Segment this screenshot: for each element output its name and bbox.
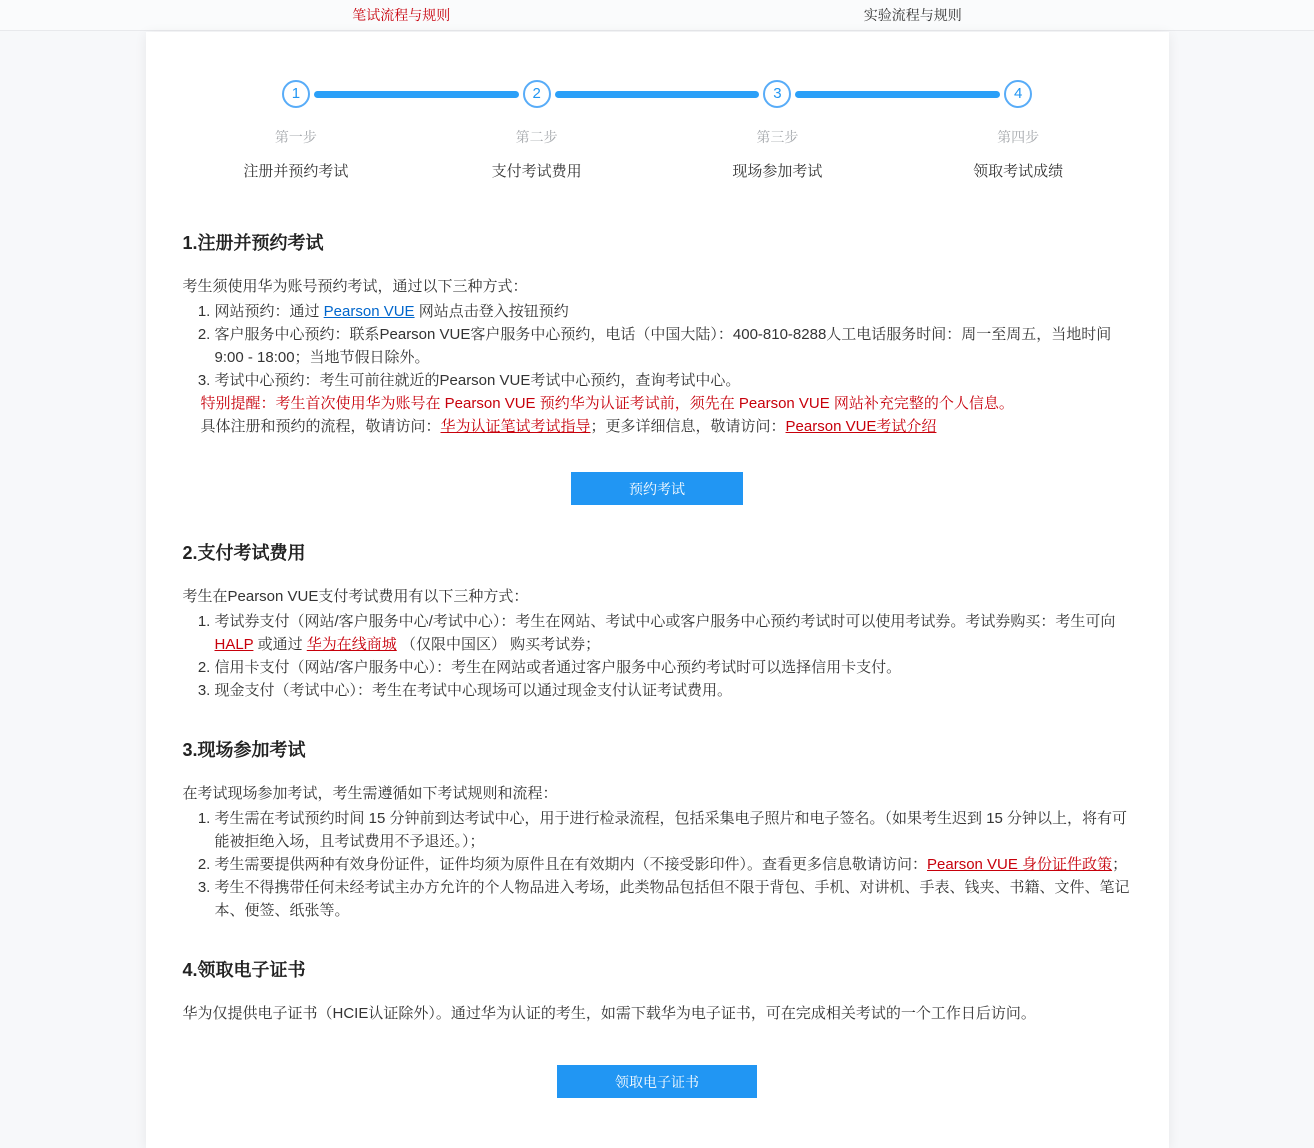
list-item: 3. 考试中心预约：考生可前往就近的Pearson VUE考试中心预约，查询考试中心。 <box>215 369 1132 392</box>
section-4-body: 华为仅提供电子证书（HCIE认证除外）。通过华为认证的考生，如需下载华为电子证书，可在完成相关考试的一个工作日后访问。 <box>182 1005 1036 1022</box>
section-3-list <box>183 807 1132 922</box>
guide-text: 具体注册和预约的流程，敬请访问： <box>200 418 441 435</box>
halp-link[interactable]: HALP <box>214 636 254 653</box>
list-item <box>215 300 1132 323</box>
step-1-circle: 1 <box>282 80 310 108</box>
step-4-circle: 4 <box>1004 80 1032 108</box>
huawei-online-store-link[interactable]: 华为在线商城 <box>306 636 397 653</box>
step-2-label: 第二步 <box>515 129 558 145</box>
stepper-connector <box>555 91 760 98</box>
section-pay-exam-fee <box>183 539 1132 702</box>
section-register-and-book <box>183 229 1132 505</box>
list-item: 3. 考生不得携带任何未经考试主办方允许的个人物品进入考场，此类物品包括但不限于背包、手机、对讲机、手表、钱夹、书籍、文件、笔记本、便签、纸张等。 <box>215 876 1132 922</box>
list-item <box>215 853 1132 876</box>
exam-process-stepper <box>146 80 1169 181</box>
stepper-step-4 <box>898 80 1139 181</box>
step-4-label: 第四步 <box>997 129 1040 145</box>
section-3-intro: 在考试现场参加考试，考生需遵循如下考试规则和流程： <box>182 785 558 802</box>
section-4-heading: 4.领取电子证书 <box>182 960 306 980</box>
item-text: 或通过 <box>253 636 307 653</box>
tab-written-exam-rules[interactable]: 笔试流程与规则 <box>352 7 451 23</box>
pearson-vue-link[interactable]: Pearson VUE <box>323 303 415 320</box>
stepper-connector <box>314 91 519 98</box>
top-tab-bar <box>0 0 1314 31</box>
step-2-circle: 2 <box>523 80 551 108</box>
special-reminder-text: 特别提醒：考生首次使用华为账号在 Pearson VUE 预约华为认证考试前，须先在 Pearson VUE 网站补充完整的个人信息。 <box>200 395 1014 412</box>
item-text: 网站预约：通过 <box>214 303 324 320</box>
guide-links-line <box>183 415 1132 438</box>
step-2-title: 支付考试费用 <box>491 163 582 180</box>
item-text: 考试券支付（网站/客户服务中心/考试中心）：考生在网站、考试中心或客户服务中心预约考试时可以使用考试券。考试券购买：考生可向 <box>214 613 1116 630</box>
id-policy-link[interactable]: Pearson VUE 身份证件政策 <box>927 856 1113 873</box>
section-1-list <box>183 300 1132 392</box>
list-item: 2. 信用卡支付（网站/客户服务中心）：考生在网站或者通过客户服务中心预约考试时可以选择信用卡支付。 <box>215 656 1132 679</box>
item-text: ； <box>1112 856 1128 873</box>
step-3-circle: 3 <box>763 80 791 108</box>
step-4-title: 领取考试成绩 <box>973 163 1064 180</box>
list-item <box>215 610 1132 656</box>
step-1-label: 第一步 <box>274 129 317 145</box>
section-2-list <box>183 610 1132 702</box>
step-3-title: 现场参加考试 <box>732 163 823 180</box>
guide-text: ；更多详细信息，敬请访问： <box>590 418 786 435</box>
book-exam-button[interactable]: 预约考试 <box>571 472 743 505</box>
item-text: （仅限中国区） 购买考试券； <box>396 636 601 653</box>
step-1-title: 注册并预约考试 <box>243 163 349 180</box>
list-item: 3. 现金支付（考试中心）：考生在考试中心现场可以通过现金支付认证考试费用。 <box>215 679 1132 702</box>
pearson-vue-exam-intro-link[interactable]: Pearson VUE考试介绍 <box>785 418 937 435</box>
item-text: 网站点击登入按钮预约 <box>414 303 569 320</box>
step-3-label: 第三步 <box>756 129 799 145</box>
list-item: 2. 客户服务中心预约：联系Pearson VUE客户服务中心预约，电话（中国大陆）：400-810-8288人工电话服务时间：周一至周五，当地时间 9:00 - 18:00；当地节假日除外。 <box>215 323 1132 369</box>
page-content <box>146 229 1169 1098</box>
item-text: 考生需要提供两种有效身份证件，证件均须为原件且在有效期内（不接受影印件）。查看更多信息敬请访问： <box>214 856 928 873</box>
written-exam-guide-link[interactable]: 华为认证笔试考试指导 <box>440 418 591 435</box>
list-item: 1. 考生需在考试预约时间 15 分钟前到达考试中心，用于进行检录流程，包括采集电子照片和电子签名。（如果考生迟到 15 分钟以上，将有可能被拒绝入场，且考试费用不予退还。）； <box>215 807 1132 853</box>
section-attend-exam-onsite <box>183 736 1132 922</box>
section-get-e-certificate <box>183 956 1132 1098</box>
get-certificate-button[interactable]: 领取电子证书 <box>557 1065 757 1098</box>
main-card <box>146 32 1169 1148</box>
section-3-heading: 3.现场参加考试 <box>182 740 306 760</box>
tab-lab-exam-rules[interactable]: 实验流程与规则 <box>863 7 962 23</box>
section-2-heading: 2.支付考试费用 <box>182 543 306 563</box>
stepper-connector <box>795 91 1000 98</box>
section-1-intro: 考生须使用华为账号预约考试，通过以下三种方式： <box>182 278 528 295</box>
section-1-heading: 1.注册并预约考试 <box>182 233 324 253</box>
section-2-intro: 考生在Pearson VUE支付考试费用有以下三种方式： <box>182 588 529 605</box>
